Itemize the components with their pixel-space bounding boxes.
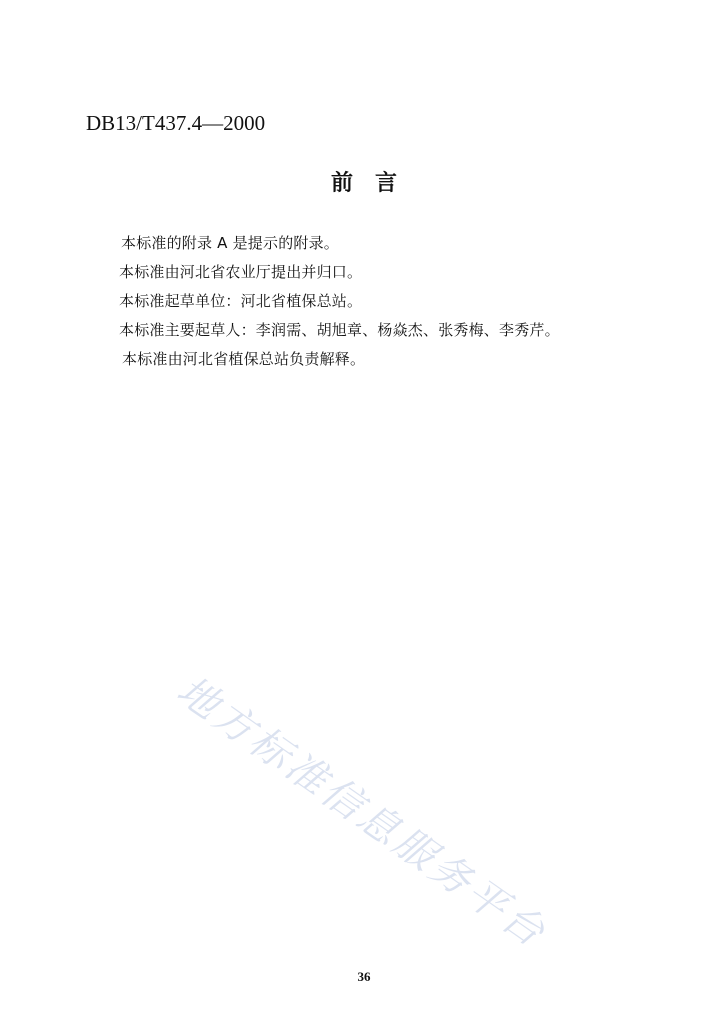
foreword-line-proposer: 本标准由河北省农业厅提出并归口。 [119,263,363,281]
foreword-line-interpretation: 本标准由河北省植保总站负责解释。 [122,350,366,368]
page-title: 前言 [330,171,419,196]
foreword-line-drafting-unit: 本标准起草单位：河北省植保总站。 [119,292,363,310]
page-number: 36 [357,969,371,984]
standard-number: DB13/T437.4—2000 [86,111,266,135]
foreword-line-drafters: 本标准主要起草人：李润需、胡旭章、杨焱杰、张秀梅、李秀芹。 [119,321,560,339]
foreword-line-appendix: 本标准的附录 A 是提示的附录。 [121,234,339,252]
watermark: 地方标准信息服务平台 [168,667,556,958]
